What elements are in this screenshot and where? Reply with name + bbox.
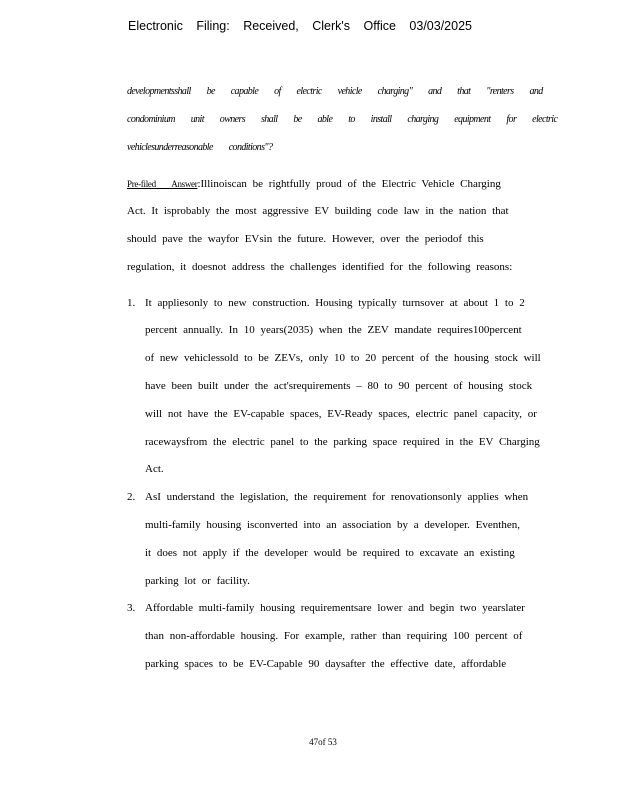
quote-line: developmentsshall be capable of electric vehicle charging" and that "renters and	[127, 86, 543, 97]
list-item-line: Affordable multi-family housing requirementsare lower and begin two yearslater	[145, 602, 525, 614]
prefiled-answer-label: Pre-filed Answer	[127, 179, 198, 189]
answer-line: regulation, it doesnot address the challenges identified for the following reasons:	[127, 261, 513, 273]
list-item-line: multi-family housing isconverted into an association by a developer. Eventhen,	[145, 519, 520, 531]
filing-stamp-header: Electronic Filing: Received, Clerk's Office 03/03/2025	[128, 19, 472, 33]
list-item-line: it does not apply if the developer would be required to excavate an existing	[145, 547, 515, 559]
list-item-line: AsI understand the legislation, the requirement for renovationsonly applies when	[145, 491, 529, 503]
quote-line: condominium unit owners shall be able to install charging equipment for electric	[127, 114, 558, 125]
answer-first-line	[127, 178, 527, 190]
list-item-line: will not have the EV-capable spaces, EV-Ready spaces, electric panel capacity, or	[145, 408, 537, 420]
answer-text: :Illinoiscan be rightfully proud of the Electric Vehicle Charging	[197, 178, 501, 190]
list-item-number: 3.	[127, 602, 136, 614]
list-item-line: parking lot or facility.	[145, 575, 250, 587]
quote-line: vehiclesunderreasonable conditions"?	[127, 142, 273, 153]
list-item-number: 2.	[127, 491, 136, 503]
list-item-line: Act.	[145, 463, 164, 475]
list-item-line: racewaysfrom the electric panel to the parking space required in the EV Charging	[145, 436, 540, 448]
list-item-line: of new vehiclessold to be ZEVs, only 10 to 20 percent of the housing stock will	[145, 352, 541, 364]
list-item-number: 1.	[127, 297, 136, 309]
answer-line: Act. It isprobably the most aggressive EV building code law in the nation that	[127, 205, 509, 217]
list-item-line: It appliesonly to new construction. Housing typically turnsover at about 1 to 2	[145, 297, 525, 309]
list-item-line: have been built under the act'srequirements – 80 to 90 percent of housing stock	[145, 380, 533, 392]
list-item-line: percent annually. In 10 years(2035) when the ZEV mandate requires100percent	[145, 324, 522, 336]
page-number: 47of 53	[309, 737, 337, 747]
list-item-line: than non-affordable housing. For example, rather than requiring 100 percent of	[145, 630, 523, 642]
list-item-line: parking spaces to be EV-Capable 90 daysafter the effective date, affordable	[145, 658, 507, 670]
answer-line: should pave the wayfor EVsin the future. However, over the periodof this	[127, 233, 484, 245]
